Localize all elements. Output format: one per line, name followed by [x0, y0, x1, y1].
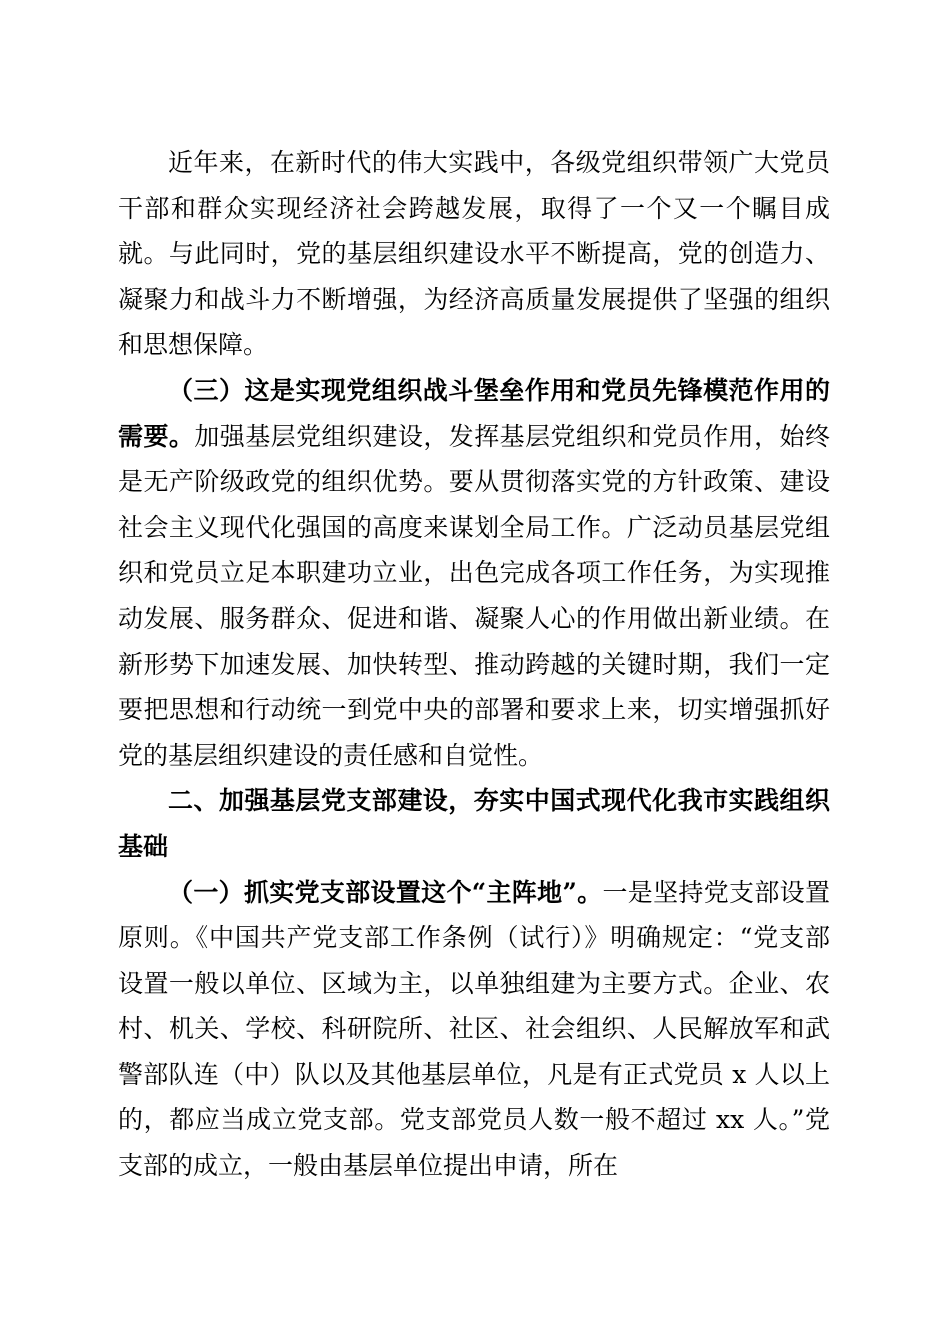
- section-one-lead: （一）抓实党支部设置这个“主阵地”。: [168, 877, 603, 907]
- paragraph-section-three: [118, 368, 830, 778]
- paragraph-achievements: [118, 140, 830, 368]
- heading-part-two: [118, 778, 830, 869]
- section-three-body: 加强基层党组织建设，发挥基层党组织和党员作用，始终是无产阶级政党的组织优势。要从贯彻落实党的方针政策、建设社会主义现代化强国的高度来谋划全局工作。广泛动员基层党组织和党员立足本职建功立业，出色完成各项工作任务，为实现推动发展、服务群众、促进和谐、凝聚人心的作用做出新业绩。在新形势下加速发展、加快转型、推动跨越的关键时期，我们一定要把思想和行动统一到党中央的部署和要求上来，切实增强抓好党的基层组织建设的责任感和自觉性。: [118, 421, 830, 770]
- document-body: [118, 140, 830, 1189]
- heading-part-two-text: 二、加强基层党支部建设，夯实中国式现代化我市实践组织基础: [118, 786, 830, 861]
- section-one-body: 一是坚持党支部设置原则。《中国共产党支部工作条例（试行）》明确规定：“党支部设置一般以单位、区域为主，以单独组建为主要方式。企业、农村、机关、学校、科研院所、社区、社会组织、人民解放军和武警部队连（中）队以及其他基层单位，凡是有正式党员 x 人以上的，都应当成立党支部。党支部党员人数一般不超过 xx 人。”党支部的成立，一般由基层单位提出申请，所在: [118, 877, 830, 1181]
- section-three-lead: （三）这是实现党组织战斗堡垒作用和党员先锋模范作用的需要。: [118, 375, 830, 451]
- paragraph-section-one: [118, 870, 830, 1189]
- paragraph-achievements-text: 近年来，在新时代的伟大实践中，各级党组织带领广大党员干部和群众实现经济社会跨越发展，取得了一个又一个瞩目成就。与此同时，党的基层组织建设水平不断提高，党的创造力、凝聚力和战斗力不断增强，为经济高质量发展提供了坚强的组织和思想保障。: [118, 148, 830, 360]
